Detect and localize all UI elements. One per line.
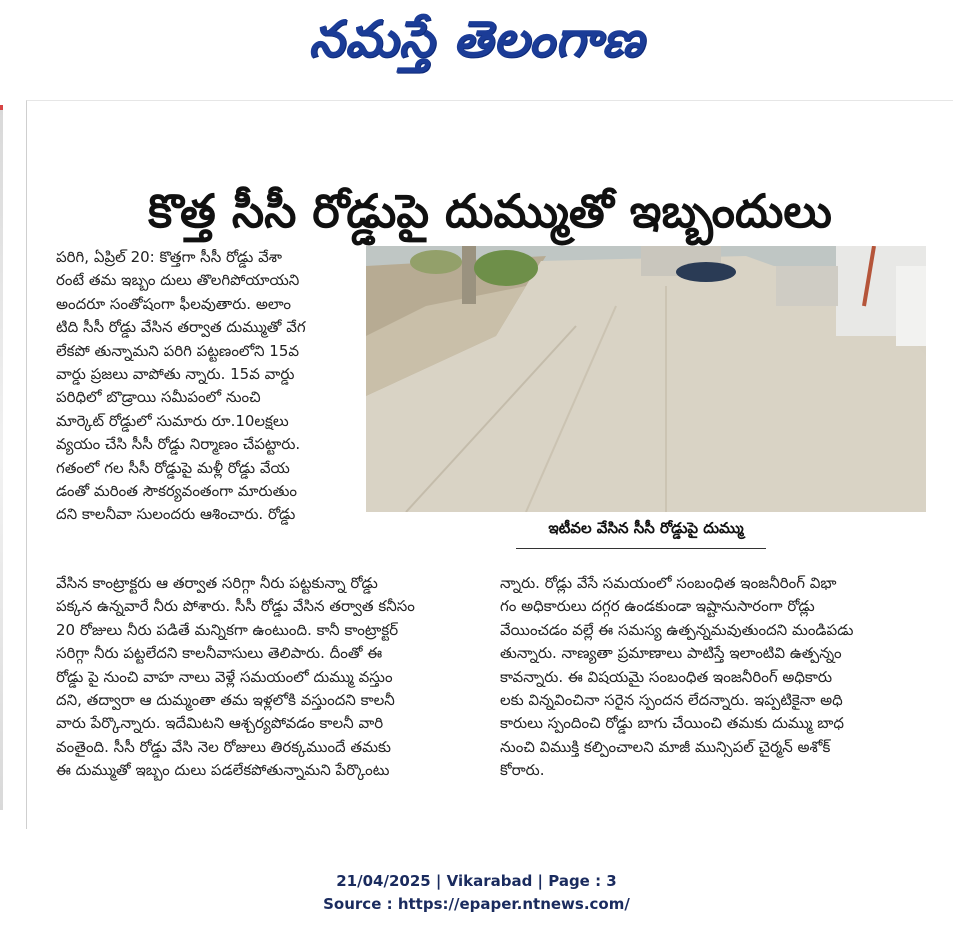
article-text-line: వేసిన కాంట్రాక్టరు ఆ తర్వాత సరిగ్గా నీరు పట్టకున్నా రోడ్డు: [56, 574, 378, 592]
article-text-line: దని, తద్వారా ఆ దుమ్మంతా తమ ఇళ్లలోకి వస్తుందని కాలనీ: [56, 691, 395, 710]
article-text-line: వ్యయం చేసి సీసీ రోడ్డు నిర్మాణం చేపట్టారు.: [56, 435, 301, 454]
article-text-line: దని కాలనీవా సులందరు ఆశించారు. రోడ్డు: [56, 505, 296, 524]
article-photo: [366, 246, 926, 512]
dusty-road-illustration: [366, 246, 926, 512]
article-text-line: కోరారు.: [500, 761, 545, 780]
article-text-line: సరిగ్గా నీరు పట్టలేదని కాలనీవాసులు తెలిపారు. దీంతో ఈ: [56, 644, 383, 663]
article-text-line: లకు విన్నవించినా సరైన స్పందన లేదన్నారు. ఇప్పటికైనా అధి: [500, 691, 843, 710]
page-edge-shadow: [0, 110, 3, 810]
article-text-line: తున్నారు. నాణ్యతా ప్రమాణాలు పాటిస్తే ఇలాంటివి ఉత్పన్నం: [500, 644, 842, 663]
article-text-line: వేయించడం వల్లే ఈ సమస్య ఉత్పన్నమవుతుందని మండిపడు: [500, 620, 854, 639]
photo-caption: ఇటీవల వేసిన సీసీ రోడ్డుపై దుమ్ము: [548, 519, 744, 537]
article-column-bottom-left: [56, 572, 476, 783]
article-text-line: అందరూ సంతోషంగా ఫీలవుతారు. అలాం: [56, 294, 291, 313]
article-text-line: గతంలో గల సీసీ రోడ్డుపై మళ్లీ రోడ్డు వేయ: [56, 458, 290, 477]
article-text-line: పరిధిలో బొడ్రాయి సమీపంలో నుంచి: [56, 388, 261, 407]
article-text-line: లేకపో తున్నామని పరిగి పట్టణంలోని 15వ: [56, 341, 300, 360]
caption-underline: [516, 548, 766, 549]
article-text-line: డంతో మరింత సౌకర్యవంతంగా మారుతుం: [56, 482, 298, 501]
article-text-line: పరిగి, ఏప్రిల్ 20: కొత్తగా సీసీ రోడ్డు వేశా: [56, 248, 283, 266]
article-text-line: పక్కన ఉన్నవారే నీరు పోశారు. సీసీ రోడ్డు వేసిన తర్వాత కనీసం: [56, 597, 415, 616]
article-text-line: కావన్నారు. ఈ విషయమై సంబంధిత ఇంజనీరింగ్ అధికారు: [500, 667, 833, 686]
article-column-right: [500, 572, 930, 783]
newspaper-masthead: నమస్తే తెలంగాణ: [308, 10, 645, 68]
article-text-line: గం అధికారులు దగ్గర ఉండకుండా ఇష్టానుసారంగా రోడ్లు: [500, 597, 815, 616]
article-text-line: రోడ్డు పై నుంచి వాహ నాలు వెళ్లే సమయంలో దుమ్ము వస్తుం: [56, 667, 393, 686]
article-text-line: మార్కెట్ రోడ్డులో సుమారు రూ.10లక్షలు: [56, 411, 289, 430]
article-text-line: నుంచి విముక్తి కల్పించాలని మాజీ మున్సిపల్ చైర్మన్ అశోక్: [500, 737, 831, 756]
article-text-line: టిది సీసీ రోడ్డు వేసిన తర్వాత దుమ్ముతో వేగ: [56, 318, 306, 337]
article-text-line: కారులు స్పందించి రోడ్డు బాగు చేయించి తమకు దుమ్ము బాధ: [500, 714, 844, 733]
article-text-line: వంతైంది. సీసీ రోడ్డు వేసి నెల రోజులు తిరక్కముందే తమకు: [56, 737, 391, 756]
article-text-line: 20 రోజులు నీరు పడితే మన్నికగా ఉంటుంది. కానీ కాంట్రాక్టర్: [56, 620, 399, 639]
article-text-line: వారు పేర్కొన్నారు. ఇదేమిటని ఆశ్చర్యపోవడం కాలనీ వారి: [56, 714, 384, 733]
article-text-line: ఈ దుమ్ముతో ఇబ్బం దులు పడలేకపోతున్నామని పేర్కొంటు: [56, 761, 390, 780]
footer-source-link[interactable]: Source : https://epaper.ntnews.com/: [323, 895, 630, 913]
article-headline: కొత్త సీసీ రోడ్డుపై దుమ్ముతో ఇబ్బందులు: [148, 183, 832, 238]
footer-edition-info: 21/04/2025 | Vikarabad | Page : 3: [336, 872, 617, 890]
article-text-line: వార్డు ప్రజలు వాపోతు న్నారు. 15వ వార్డు: [56, 365, 295, 384]
article-text-line: న్నారు. రోడ్లు వేసే సమయంలో సంబంధిత ఇంజనీరింగ్ విభా: [500, 574, 837, 592]
article-text-line: రంటే తమ ఇబ్బం దులు తొలగిపోయాయని: [56, 271, 300, 290]
article-column-top-left: [56, 246, 358, 527]
